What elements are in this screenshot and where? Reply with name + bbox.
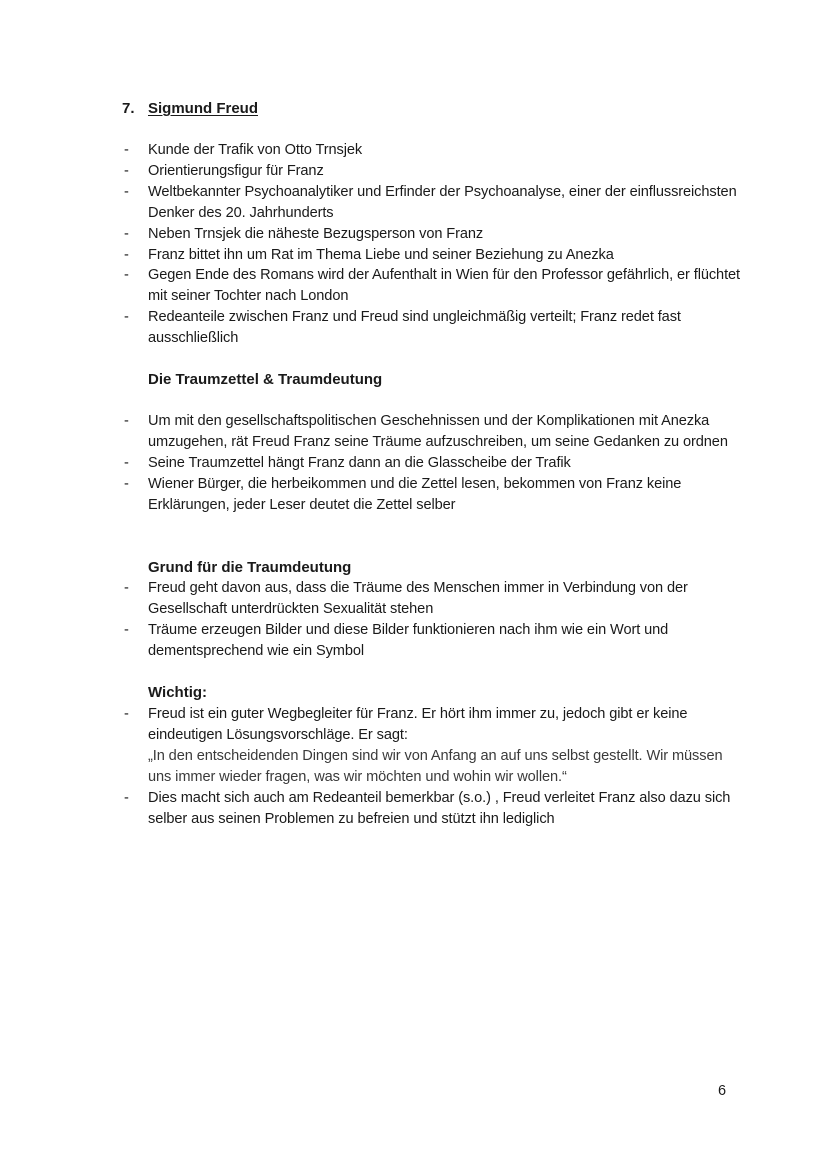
- list-item: - Orientierungsfigur für Franz: [122, 161, 742, 182]
- page-number: 6: [718, 1083, 727, 1099]
- list-item: - Freud geht davon aus, dass die Träume des Menschen immer in Verbindung von der Gesellschaft unterdrückten Sexualität stehen: [124, 580, 688, 617]
- bullet-dash: -: [124, 309, 129, 326]
- list-item: - Wiener Bürger, die herbeikommen und die Zettel lesen, bekommen von Franz keine Erklärungen, jeder Leser deutet die Zettel selber: [124, 475, 682, 513]
- wichtig-list: [122, 704, 742, 829]
- bullet-dash: -: [124, 267, 129, 284]
- section-number: 7.: [122, 100, 135, 117]
- intro-list: [122, 140, 742, 349]
- freud-quote: „In den entscheidenden Dingen sind wir von Anfang an auf uns selbst gestellt. Wir müssen uns immer wieder fragen, was wir möchten und wohin wir wollen.“: [148, 747, 723, 785]
- list-item: - Neben Trnsjek die näheste Bezugsperson von Franz: [122, 224, 742, 245]
- list-item: - Kunde der Trafik von Otto Trnsjek: [122, 140, 742, 161]
- bullet-dash: -: [124, 183, 129, 200]
- grund-list: [122, 578, 742, 662]
- list-item: - Gegen Ende des Romans wird der Aufenthalt in Wien für den Professor gefährlich, er flüchtet mit seiner Tochter nach London: [124, 267, 741, 305]
- list-item: - Träume erzeugen Bilder und diese Bilder funktionieren nach ihm wie ein Wort und dementsprechend wie ein Symbol: [124, 621, 669, 659]
- bullet-dash: -: [124, 246, 129, 263]
- bullet-dash: -: [124, 706, 129, 722]
- list-item: - Franz bittet ihn um Rat im Thema Liebe und seiner Beziehung zu Anezka: [122, 245, 742, 266]
- list-item: - Um mit den gesellschaftspolitischen Geschehnissen und der Komplikationen mit Anezka umzugehen, rät Freud Franz seine Träume aufzuschreiben, um seine Gedanken zu ordnen: [124, 413, 728, 450]
- bullet-dash: -: [124, 142, 129, 158]
- bullet-dash: -: [124, 225, 129, 242]
- section-title: Sigmund Freud: [148, 100, 258, 117]
- bullet-dash: -: [124, 413, 129, 429]
- traumzettel-list: [122, 411, 742, 516]
- list-item: - Redeanteile zwischen Franz und Freud sind ungleichmäßig verteilt; Franz redet fast ausschließlich: [124, 309, 681, 347]
- bullet-dash: -: [124, 475, 129, 492]
- bullet-dash: -: [124, 789, 129, 806]
- subheading-traumzettel: Die Traumzettel & Traumdeutung: [148, 371, 383, 388]
- list-item: - Dies macht sich auch am Redeanteil bemerkbar (s.o.) , Freud verleitet Franz also dazu sich selber aus seinen Problemen zu befreien und stützt ihn lediglich: [124, 789, 731, 827]
- list-item: - Freud ist ein guter Wegbegleiter für Franz. Er hört ihm immer zu, jedoch gibt er keine eindeutigen Lösungsvorschläge. Er sagt: „In den entscheidenden Dingen sind wir von Anfang an auf uns selbst gestellt. Wir müssen uns immer wieder fragen, was wir möchten und wohin wir wollen.“: [124, 706, 723, 785]
- bullet-dash: -: [124, 621, 129, 638]
- section-heading: [122, 98, 258, 120]
- subheading-grund: Grund für die Traumdeutung: [148, 559, 352, 576]
- bullet-dash: -: [124, 454, 129, 471]
- subheading-wichtig: Wichtig:: [148, 684, 208, 701]
- bullet-dash: -: [124, 580, 129, 596]
- list-item: - Seine Traumzettel hängt Franz dann an die Glasscheibe der Trafik: [122, 453, 742, 474]
- bullet-dash: -: [124, 162, 129, 179]
- list-item: - Weltbekannter Psychoanalytiker und Erfinder der Psychoanalyse, einer der einflussreichsten Denker des 20. Jahrhunderts: [124, 183, 737, 221]
